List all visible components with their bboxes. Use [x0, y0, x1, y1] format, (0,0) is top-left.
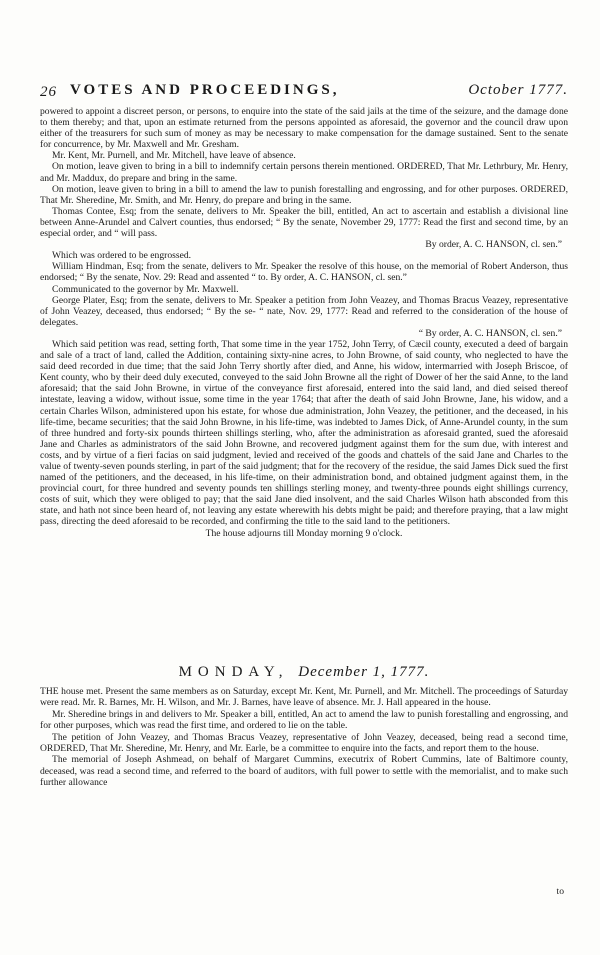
paragraph: Mr. Kent, Mr. Purnell, and Mr. Mitchell, have leave of absence.	[52, 150, 296, 162]
paragraph: Mr. Sheredine brings in and delivers to Mr. Speaker a bill, entitled, An act to amend the law to punish forestalling and engrossing, and for other purposes, which was read the first time, and ordered to lie on the table.	[40, 708, 568, 732]
paragraph: On motion, leave given to bring in a bill to indemnify certain persons therein mentioned. ORDERED, That Mr. Lethrbury, Mr. Henry, and Mr. Maddux, do prepare and bring in the same.	[40, 161, 568, 184]
day-date: December 1, 1777.	[298, 664, 430, 680]
paragraph: Communicated to the governor by Mr. Maxwell.	[52, 283, 239, 295]
proceedings-text	[40, 106, 568, 539]
paragraph: The petition of John Veazey, and Thomas Bracus Veazey, representative of John Veazey, deceased, being read a second time, ORDERED, That Mr. Sheredine, Mr. Henry, and Mr. Earle, be a committee to enquire into the facts, and report them to the house.	[40, 731, 568, 755]
paragraph: Which was ordered to be engrossed.	[52, 250, 192, 262]
paragraph: Thomas Contee, Esq; from the senate, delivers to Mr. Speaker the bill, entitled, An act to ascertain and establish a divisional line between Anne-Arundel and Calvert counties, thus endorsed; “ By the senate, November 29, 1777: Read the first and second time, by an especial order, and “ will pass.	[40, 205, 568, 240]
adjournment-line: The house adjourns till Monday morning 9 o'clock.	[205, 527, 403, 539]
paragraph: William Hindman, Esq; from the senate, delivers to Mr. Speaker the resolve of this house, on the memorial of Robert Anderson, thus endorsed; “ By the senate, Nov. 29: Read and assented “ to. By order, A. C. HANSON, cl. sen.”	[40, 261, 568, 284]
paragraph: The memorial of Joseph Ashmead, on behalf of Margaret Cummins, executrix of Robert Cummins, late of Baltimore county, deceased, was read a second time, and referred to the board of auditors, with full power to settle with the memorialist, and to make such further allowance	[40, 754, 568, 789]
day-heading	[40, 664, 568, 681]
paragraph: THE house met. Present the same members as on Saturday, except Mr. Kent, Mr. Purnell, and Mr. Mitchell. The proceedings of Saturday were read. Mr. R. Barnes, Mr. H. Wilson, and Mr. J. Barnes, have leave of absence. Mr. J. Hall appeared in the house.	[40, 686, 568, 709]
page-number: 26	[40, 84, 57, 100]
signature-line: “ By order, A. C. HANSON, cl. sen.”	[418, 327, 562, 339]
paragraph: On motion, leave given to bring in a bill to amend the law to punish forestalling and engrossing, and for other purposes. ORDERED, That Mr. Sheredine, Mr. Smith, and Mr. Henry, do prepare and bring in the same.	[40, 183, 568, 206]
paragraph: George Plater, Esq; from the senate, delivers to Mr. Speaker a petition from John Veazey, and Thomas Bracus Veazey, representative of John Veazey, deceased, thus endorsed; “ By the se- “ nate, Nov. 29, 1777: Read and referred to the consideration of the house of delegates.	[40, 294, 568, 328]
running-title: VOTES AND PROCEEDINGS,	[70, 82, 340, 98]
running-date: October 1777.	[468, 82, 568, 98]
monday-proceedings-text	[40, 686, 568, 789]
paragraph: powered to appoint a discreet person, or persons, to enquire into the state of the said jails at the time of the seizure, and the damage done to them thereby; and that, upon an estimate returned from the persons appointed as aforesaid, the governor and the council draw upon either of the treasurers for such sum of money as may be necessary to make compensation for the damage sustained. Sent to the senate for concurrence, by Mr. Maxwell and Mr. Gresham.	[40, 106, 568, 151]
day-name: MONDAY,	[178, 664, 289, 680]
paragraph: Which said petition was read, setting forth, That some time in the year 1752, John Terry, of Cæcil county, executed a deed of bargain and sale of a tract of land, called the Addition, containing sixty-nine acres, to John Browne, of said county, who neglected to have the said deed recorded in due time; that the said John Terry shortly after died, and Anne, his widow, intermarried with Joseph Briscoe, of Kent county, who by their deed duly executed, conveyed to the said John Browne all the right of Dower of her the said Anne, to the land aforesaid; that the said John Browne, in virtue of the conveyance first aforesaid, entered into the said land, and died seised thereof intestate, leaving a widow, without issue, some time in the year 1764; that after the death of said John Browne, Jane, his widow, and a certain Charles Wilson, administered upon his estate, for whose due administration, John Veazey, the petitioner, and the deceased, in his life-time, became securities; that the said John Browne, in his life-time, was indebted to James Dick, of Anne-Arundel county, in the sum of three hundred and forty-six pounds thirteen shillings sterling, who, after the administration as aforesaid granted, sued the aforesaid Jane and Charles as administrators of the said John Browne, and recovered judgment against them for the sum due, with interest and costs, and by virtue of a fieri facias on said judgment, levied and received of the goods and chattels of the said Jane and Charles to the value of twenty-seven pounds sterling, in part of the said judgment; that for the recovery of the residue, the said James Dick sued the first named of the petitioners, and the deceased, in his life-time, on their administration bond, and obtained judgment against them, in the provincial court, for three hundred and seventy pounds ten shillings sterling money, and twenty-three pounds eight shillings currency, costs of suit, which they were obliged to pay; that the said Jane died insolvent, and the said Charles Wilson hath absconded from this state, and hath not since been heard of, not leaving any estate wherewith his debts might be paid; and therefore praying, that a law might pass, directing the deed aforesaid to be recorded, and confirming the title to the said land to the petitioners.	[40, 338, 568, 528]
signature-line: By order, A. C. HANSON, cl. sen.”	[425, 239, 562, 251]
running-head	[40, 82, 568, 104]
catchword: to	[556, 886, 564, 897]
